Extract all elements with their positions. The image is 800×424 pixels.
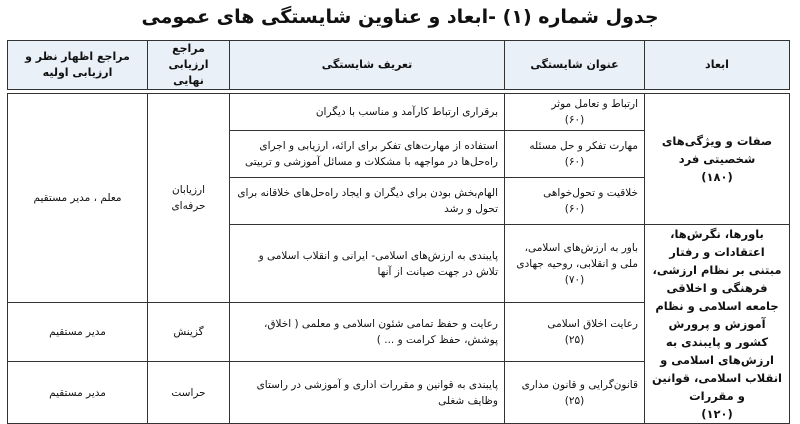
competency-title-cell: [505, 131, 645, 178]
competency-title: مهارت تفکر و حل مسئله: [529, 140, 638, 152]
review-reference-row6: مدیر مستقیم: [8, 362, 148, 424]
competency-definition: الهام‌بخش بودن برای دیگران و ایجاد راه‌حل‌های خلاقانه برای تحول و رشد: [230, 178, 505, 225]
competency-table-container: [8, 40, 790, 421]
dimension-score: (۱۲۰): [701, 407, 733, 421]
header-competency-definition: تعریف شایستگی: [230, 41, 505, 90]
header-row: [8, 41, 790, 90]
final-reference-row5: گزینش: [148, 303, 230, 362]
competency-title-cell: [505, 94, 645, 131]
competency-title-cell: [505, 225, 645, 303]
header-dimension: ابعاد: [645, 41, 790, 90]
dimension-text: باورها، نگرش‌ها، اعتقادات و رفتار مبتنی بر نظام ارزشی، فرهنگی و اخلاقی جامعه اسلامی و نظام آموزش و پرورش کشور و پایبندی به ارزش‌های اسلامی و انقلاب اسلامی، قوانین و مقررات: [652, 227, 782, 403]
header-final-reference: مراجع ارزیابی نهایی: [148, 41, 230, 90]
competency-title-cell: [505, 362, 645, 424]
competency-score: (۷۰): [564, 273, 585, 286]
review-reference-group1: معلم ، مدیر مستقیم: [8, 94, 148, 303]
competency-title: ارتباط و تعامل موثر: [551, 98, 638, 110]
dimension-personal-traits: [645, 94, 790, 225]
competency-title-cell: [505, 303, 645, 362]
competency-title: خلاقیت و تحول‌خواهی: [543, 187, 638, 199]
competency-score: (۲۵): [564, 334, 585, 347]
final-reference-row6: حراست: [148, 362, 230, 424]
competency-definition: برقراری ارتباط کارآمد و مناسب با دیگران: [230, 94, 505, 131]
competency-title: رعایت اخلاق اسلامی: [547, 318, 638, 331]
competency-definition: استفاده از مهارت‌های تفکر برای ارائه، ارزیابی و اجرای راه‌حل‌ها در مواجهه با مشکلات و مسائل آموزشی و تربیتی: [230, 131, 505, 178]
competency-table: [7, 40, 790, 424]
review-reference-row5: مدیر مستقیم: [8, 303, 148, 362]
page-title: جدول شماره (۱) -ابعاد و عناوین شایستگی های عمومی: [141, 6, 659, 28]
table-row: [8, 94, 790, 131]
competency-definition: رعایت و حفظ تمامی شئون اسلامی و معلمی ( اخلاق، پوشش، حفظ کرامت و ... ): [230, 303, 505, 362]
competency-title: قانون‌گرایی و قانون مداری: [521, 378, 638, 391]
dimension-text: صفات و ویژگی‌های شخصیتی فرد: [661, 134, 773, 166]
header-review-reference: مراجع اظهار نظر و ارزیابی اولیه: [8, 41, 148, 90]
dimension-score: (۱۸۰): [701, 170, 733, 184]
competency-score: (۶۰): [564, 114, 585, 126]
competency-score: (۶۰): [564, 203, 585, 215]
competency-title-cell: [505, 178, 645, 225]
competency-score: (۶۰): [564, 156, 585, 168]
competency-definition: پایبندی به قوانین و مقررات اداری و آموزشی در راستای وظایف شغلی: [230, 362, 505, 424]
final-reference-group1: ارزیابان حرفه‌ای: [148, 94, 230, 303]
dimension-values-beliefs: [645, 225, 790, 424]
competency-definition: پایبندی به ارزش‌های اسلامی- ایرانی و انقلاب اسلامی و تلاش در جهت صیانت از آنها: [230, 225, 505, 303]
competency-title: باور به ارزش‌های اسلامی، ملی و انقلابی، روحیه جهادی: [516, 241, 638, 270]
competency-score: (۲۵): [564, 394, 585, 407]
header-competency-title: عنوان شایستگی: [505, 41, 645, 90]
